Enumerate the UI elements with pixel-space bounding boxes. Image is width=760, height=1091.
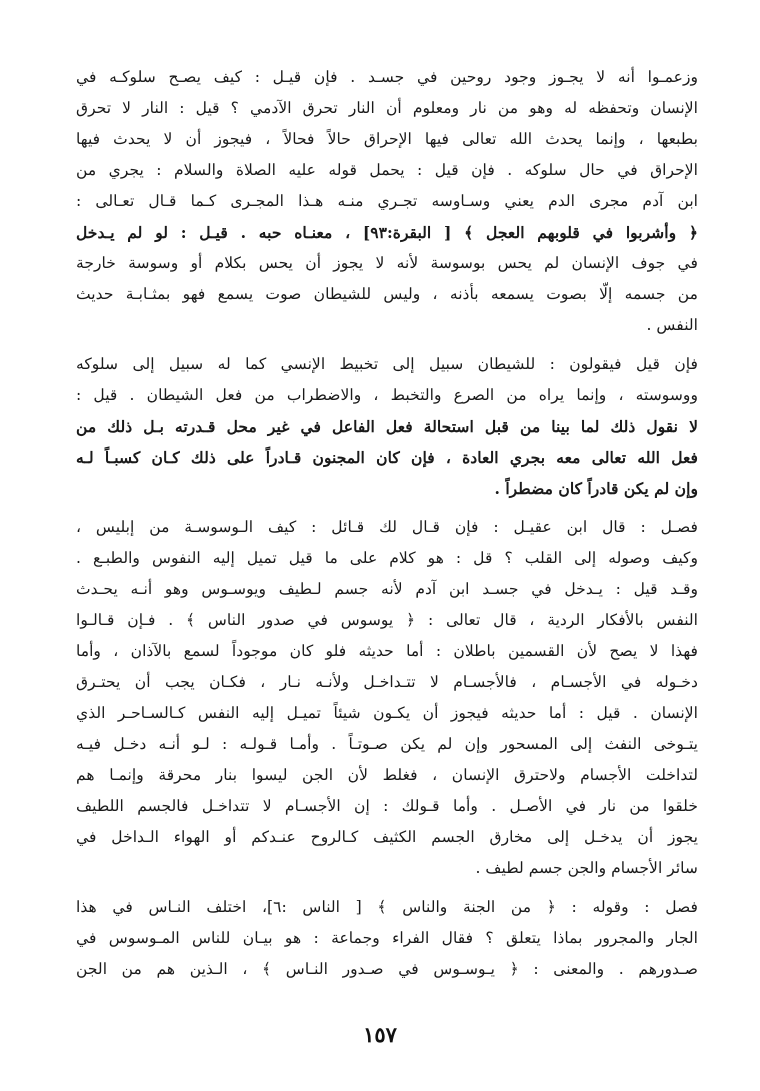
page-number: ١٥٧ bbox=[363, 1022, 397, 1047]
page-body bbox=[76, 62, 698, 985]
text-line: وزعمـوا أنه لا يجـوز وجود روحين في جسـد . فإن قيـل : كيف يصـح سلوكـه في bbox=[76, 68, 698, 86]
text-line: الإحراق في حال سلوكه . فإن قيل : يحمل قوله عليه الصلاة والسلام : يجري من bbox=[76, 161, 698, 179]
text-line: فصـل : قال ابن عقيـل : فإن قـال لك قـائل : كيف الـوسوسـة من إبليس ، bbox=[76, 518, 698, 536]
paragraph-2 bbox=[76, 349, 698, 504]
text-line: فإن قيل فيقولون : للشيطان سبيل إلى تخبيط الإنسي كما له سبيل إلى سلوكه bbox=[76, 355, 698, 373]
text-line: الإنسان . قيل : أما حديثه فيجوز أن يكـون شيئاً تميـل إليه النفس كـالسـاحـر الذي bbox=[76, 704, 698, 722]
text-line: ابن آدم مجرى الدم يعني وسـاوسه تجـري منـه هـذا المجـرى كـما قـال تعـالى : bbox=[76, 192, 698, 210]
paragraph-4 bbox=[76, 892, 698, 985]
text-line: دخـوله في الأجسـام ، فالأجسـام لا تتـداخـل ولأنـه نـار ، فكـان يجب أن يحتـرق bbox=[76, 673, 698, 691]
text-line: صـدورهم . والمعنى : ﴿ يـوسـوس في صـدور النـاس ﴾ ، الـذين هم من الجن bbox=[76, 960, 698, 978]
text-line: يجوز أن يدخـل إلى مخارق الجسم الكثيف كـالروح عنـدكم أو الهواء الـداخل في bbox=[76, 828, 698, 846]
text-line: فهذا لا يصح لأن القسمين باطلان : أما حديثه فلو كان موجوداً لسمع بالآذان ، وأما bbox=[76, 642, 698, 660]
text-line: فصل : وقوله : ﴿ من الجنة والناس ﴾ [ الناس :٦]، اختلف النـاس في هذا bbox=[76, 898, 698, 916]
text-line: وقـد قيل : يـدخل في جسـد ابن آدم لأنه جسم لـطيف ويوسـوس وهو أنـه يحـدث bbox=[76, 580, 698, 598]
text-line: النفس بالأفكار الردية ، قال تعالى : ﴿ يوسوس في صدور الناس ﴾ . فـإن قـالـوا bbox=[76, 611, 698, 629]
text-line: في جوف الإنسان لم يحس بوسوسة لأنه لا يجوز أن يحس بكلام أو وسوسة خارجة bbox=[76, 254, 698, 272]
text-line: سائر الأجسام والجن جسم لطيف . bbox=[475, 859, 698, 877]
text-line: من جسمه إلّا بصوت يسمعه بأذنه ، وليس للشيطان صوت يسمع فهو بمثـابـة حديث bbox=[76, 285, 698, 303]
text-line: لتداخلت الأجسام ولاحترق الإنسان ، فغلط لأن الجن ليسوا بنار محرقة وإنمـا هم bbox=[76, 766, 698, 784]
text-line: النفس . bbox=[646, 316, 698, 334]
text-line: خلقوا من نار في الأصـل . وأما قـولك : إن الأجسـام لا تتداخـل فالجسم اللطيف bbox=[76, 797, 698, 815]
text-line: ﴿ وأشربوا في قلوبهم العجل ﴾ [ البقرة:٩٣] ، معنـاه حبه . قيـل : لو لم يـدخل bbox=[76, 223, 698, 242]
text-line: وإن لم يكن قادراً كان مضطراً . bbox=[494, 479, 698, 498]
text-line: ووسوسته ، وإنما يراه من الصرع والتخبط ، والاضطراب من فعل الشيطان . قيل : bbox=[76, 386, 698, 404]
text-line: الإنسان وتحفظه له وهو من نار ومعلوم أن النار تحرق الآدمي ؟ قيل : النار لا تحرق bbox=[76, 99, 698, 117]
paragraph-3 bbox=[76, 512, 698, 884]
text-line: لا نقول ذلك لما بينا من قبل استحالة فعل الفاعل في غير محل قـدرته بـل ذلك من bbox=[76, 417, 698, 436]
text-line: يتـوخى النفث إلى المسحور وإن لم يكن صـوتـاً . وأمـا قـولـه : لـو أنـه دخـل فيـه bbox=[76, 735, 698, 753]
text-line: وكيف وصوله إلى القلب ؟ قل : هو كلام على ما قيل تميل إليه النفوس والطبـع . bbox=[76, 549, 698, 567]
text-line: فعل الله تعالى معه بجري العادة ، فإن كان المجنون قـادراً على ذلك كـان كسبـاً لـه bbox=[76, 448, 698, 467]
text-line: الجار والمجرور بماذا يتعلق ؟ فقال الفراء وجماعة : هو بيـان للناس المـوسوس في bbox=[76, 929, 698, 947]
text-line: بطبعها ، وإنما يحدث الله تعالى فيها الإحراق حالاً فحالاً ، فيجوز أن لا يحدث فيها bbox=[76, 130, 698, 148]
paragraph-1 bbox=[76, 62, 698, 341]
